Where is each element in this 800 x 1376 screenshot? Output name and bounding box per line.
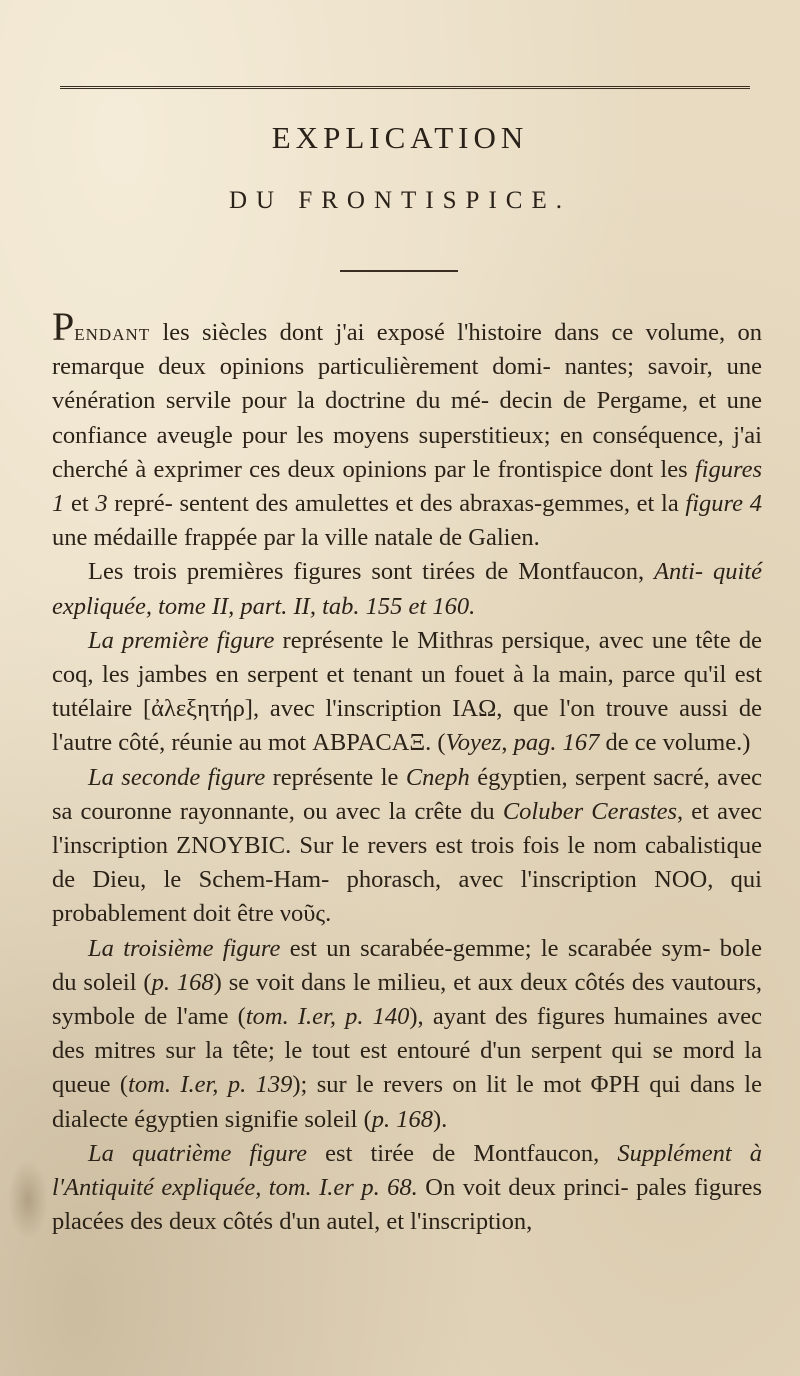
section-rule <box>340 270 458 272</box>
text-run: est un scarabée-gemme; le scarabée sym- bole du soleil ( <box>52 934 762 996</box>
lead-word: endant <box>74 319 151 346</box>
italic-run: figures 1 <box>52 455 762 518</box>
paragraph-5 <box>52 932 762 1137</box>
text-run: , et avec l'inscription ZNOYBIC. Sur le revers est trois fois le nom cabalistique de Dieu, le Schem-Ham- phorasch, avec l'inscription NOO, qui probablement doit être νοῦς. <box>52 797 762 928</box>
page-title: EXPLICATION <box>271 120 529 155</box>
text-run: repré- sentent des amulettes et des abraxas-gemmes, et la <box>107 490 686 518</box>
page-subtitle: DU FRONTISPICE. <box>229 187 571 214</box>
italic-run: Supplément à l'Antiquité expliquée, tom. I.er p. 68. <box>52 1139 762 1202</box>
text-run: les siècles dont j'ai exposé l'histoire dans ce volume, on remarque deux opinions particulièrement domi- nantes; savoir, une vénération servile pour la doctrine du mé- decin de Pergame, et une confiance aveugle pour les moyens superstitieux; en conséquence, j'ai cherché à exprimer ces deux opinions par le frontispice dont les <box>52 319 762 483</box>
text-run: de ce volume.) <box>599 729 751 757</box>
italic-run: La première figure <box>88 626 275 654</box>
text-run: ) se voit dans le milieu, et aux deux côtés des vautours, symbole de l'ame ( <box>52 968 762 1031</box>
paragraph-1 <box>52 304 762 555</box>
text-run: est tirée de Montfaucon, <box>307 1139 618 1167</box>
paragraph-2 <box>52 555 762 623</box>
drop-cap: P <box>52 304 75 349</box>
text-run: Les trois premières figures sont tirées de Montfaucon, <box>88 558 655 586</box>
text-run: ). <box>433 1105 448 1133</box>
text-run: ), ayant des figures humaines avec des mitres sur la tête; le tout est entouré d'un serpent qui se mord la queue ( <box>52 1003 762 1099</box>
italic-run: tom. I.er, p. 139 <box>128 1071 293 1099</box>
text-run: ); sur le revers on lit le mot ΦΡΗ qui dans le dialecte égyptien signifie soleil ( <box>52 1071 762 1133</box>
text-run: une médaille frappée par la ville natale de Galien. <box>52 524 540 552</box>
italic-run: figure 4 <box>685 490 762 518</box>
text-run: égyptien, serpent sacré, avec sa couronne rayonnante, ou avec la crête du <box>52 763 762 825</box>
italic-run: Cneph <box>405 763 470 791</box>
italic-run: La seconde figure <box>88 763 266 791</box>
italic-run: p. 168 <box>151 968 214 996</box>
paragraph-4 <box>52 761 762 932</box>
italic-run: tom. I.er, p. 140 <box>245 1003 410 1031</box>
text-run: représente le <box>265 763 406 791</box>
text-run: On voit deux princi- pales figures placées des deux côtés d'un autel, et l'inscription, <box>52 1174 763 1236</box>
italic-run: 3 <box>95 490 108 518</box>
page-stain <box>8 1160 48 1240</box>
italic-run: Anti- quité expliquée, tome II, part. II, tab. 155 et 160. <box>52 558 762 620</box>
top-double-rule <box>60 86 750 89</box>
italic-run: La troisième figure <box>88 934 281 962</box>
italic-run: p. 168 <box>371 1105 434 1133</box>
body-text <box>52 304 763 1239</box>
text-run: représente le Mithras persique, avec une tête de coq, les jambes en serpent et tenant un fouet à la main, parce qu'il est tutélaire [ἀλεξητήρ], avec l'inscription ΙΑΩ, que l'on trouve aussi de l'autre côté, réunie au mot ΑΒΡΑCΑΞ. ( <box>52 626 762 757</box>
text-run: et <box>64 490 96 518</box>
italic-run: Coluber Cerastes <box>502 797 678 825</box>
italic-run: Voyez <box>445 729 502 757</box>
italic-run: La quatrième figure <box>88 1139 308 1167</box>
paragraph-3 <box>52 624 762 761</box>
italic-run: pag. 167 <box>513 729 600 757</box>
paragraph-6 <box>52 1137 762 1240</box>
text-run: , <box>501 729 514 757</box>
